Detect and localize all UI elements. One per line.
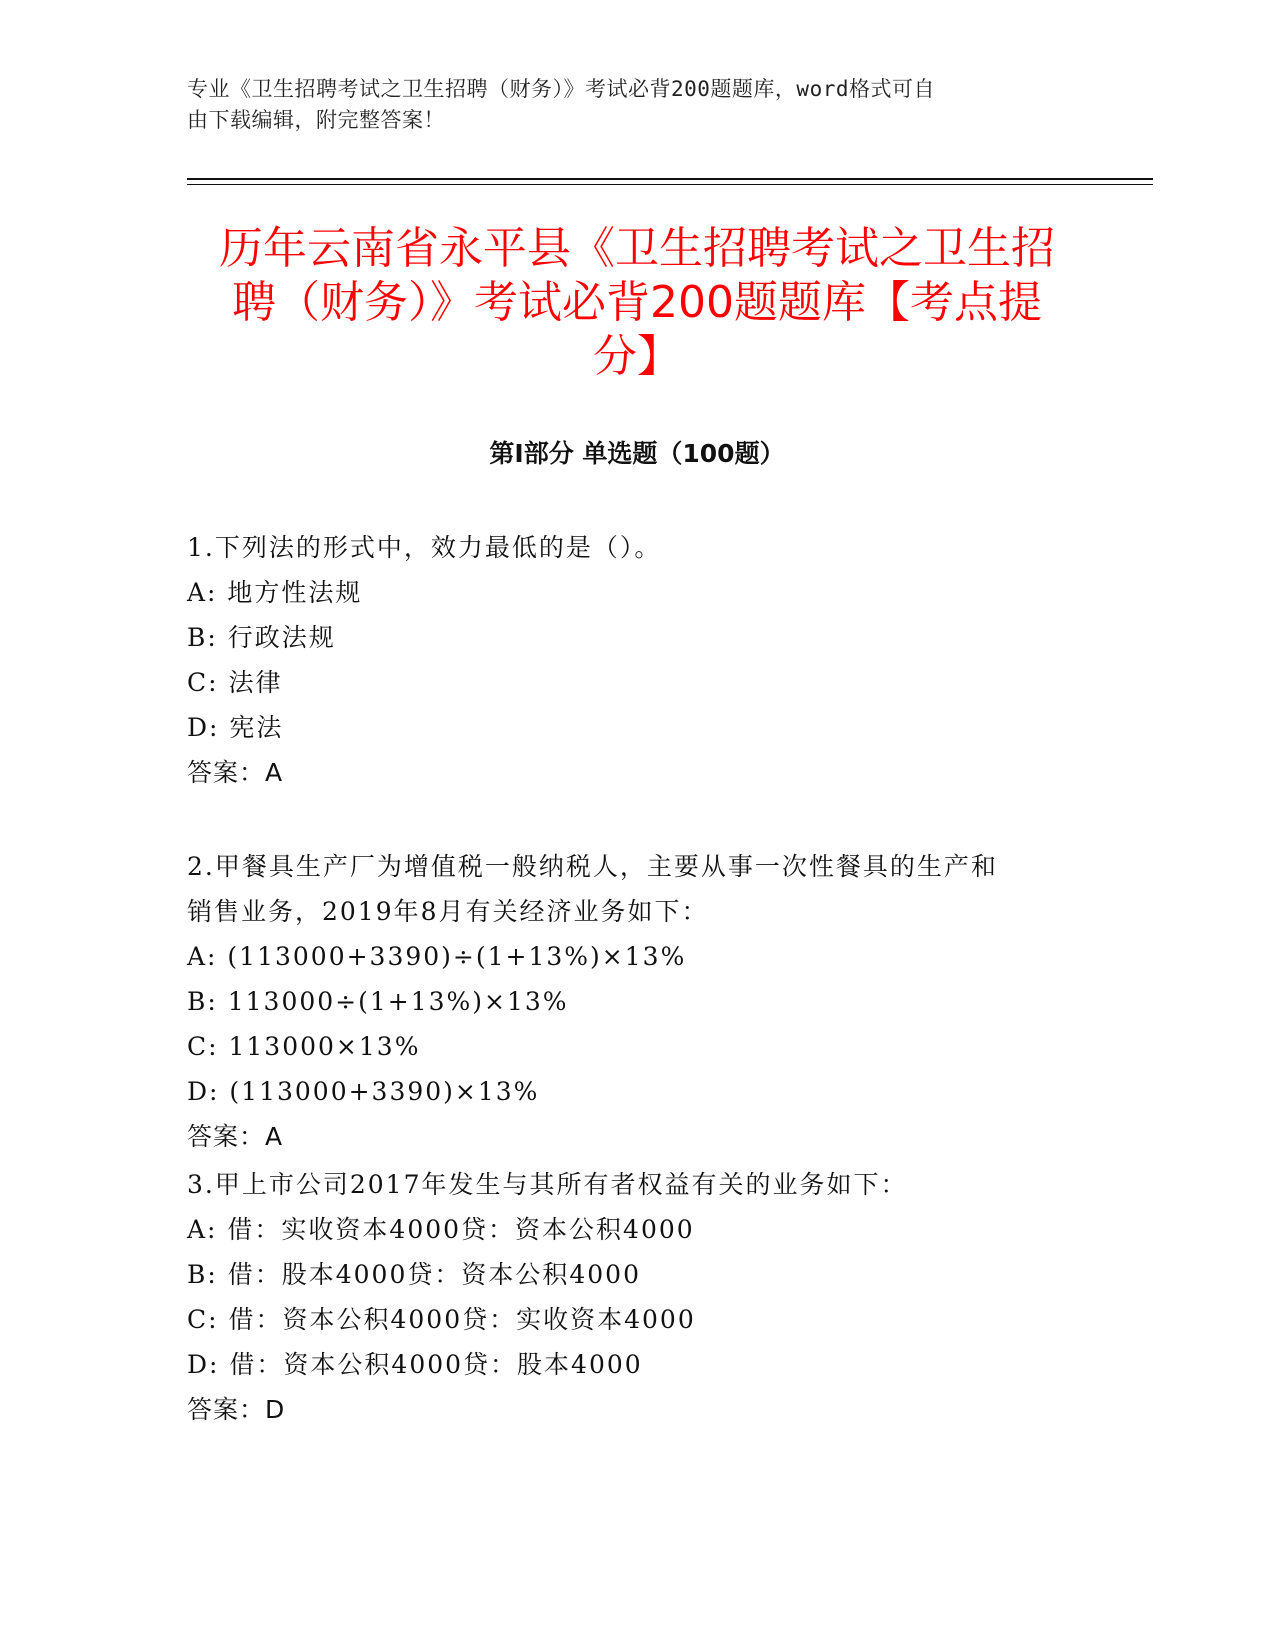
question-stem: 1.下列法的形式中，效力最低的是（）。 (187, 533, 662, 562)
option-c: C: 113000×13% (187, 1032, 421, 1061)
header-note-line-1: 专业《卫生招聘考试之卫生招聘（财务）》考试必背200题题库，word格式可自 (187, 77, 935, 101)
option-c: C: 借：资本公积4000贷：实收资本4000 (187, 1305, 696, 1334)
question-stem-line-2: 销售业务，2019年8月有关经济业务如下： (187, 897, 709, 926)
option-b: B: 借：股本4000贷：资本公积4000 (187, 1260, 641, 1289)
question-stem: 3.甲上市公司2017年发生与其所有者权益有关的业务如下： (187, 1170, 908, 1199)
title-line-1: 历年云南省永平县《卫生招聘考试之卫生招 (219, 223, 1055, 274)
question-1 (187, 525, 1087, 795)
question-3 (187, 1162, 1087, 1432)
section-heading: 第Ⅰ部分 单选题（100题） (489, 439, 785, 468)
header-rule-thick (187, 178, 1153, 180)
document-title (187, 222, 1087, 384)
option-a: A: 借：实收资本4000贷：资本公积4000 (187, 1215, 695, 1244)
answer-label: 答案：A (187, 758, 284, 787)
option-a: A: (113000+3390)÷(1+13%)×13% (187, 942, 687, 971)
answer-label: 答案：D (187, 1395, 286, 1424)
title-line-3: 分】 (593, 331, 681, 382)
answer-label: 答案：A (187, 1122, 284, 1151)
header-note-line-2: 由下载编辑，附完整答案！ (187, 108, 445, 132)
option-b: B: 行政法规 (187, 623, 336, 652)
question-2 (187, 844, 1087, 1159)
header-rule-thin (187, 184, 1153, 185)
option-d: D: (113000+3390)×13% (187, 1077, 540, 1106)
option-d: D: 宪法 (187, 713, 284, 742)
option-c: C: 法律 (187, 668, 283, 697)
header-note (187, 74, 1067, 136)
option-d: D: 借：资本公积4000贷：股本4000 (187, 1350, 643, 1379)
question-stem-line-1: 2.甲餐具生产厂为增值税一般纳税人，主要从事一次性餐具的生产和 (187, 852, 998, 881)
option-b: B: 113000÷(1+13%)×13% (187, 987, 569, 1016)
option-a: A: 地方性法规 (187, 578, 363, 607)
title-line-2: 聘（财务）》考试必背200题题库【考点提 (232, 277, 1042, 328)
